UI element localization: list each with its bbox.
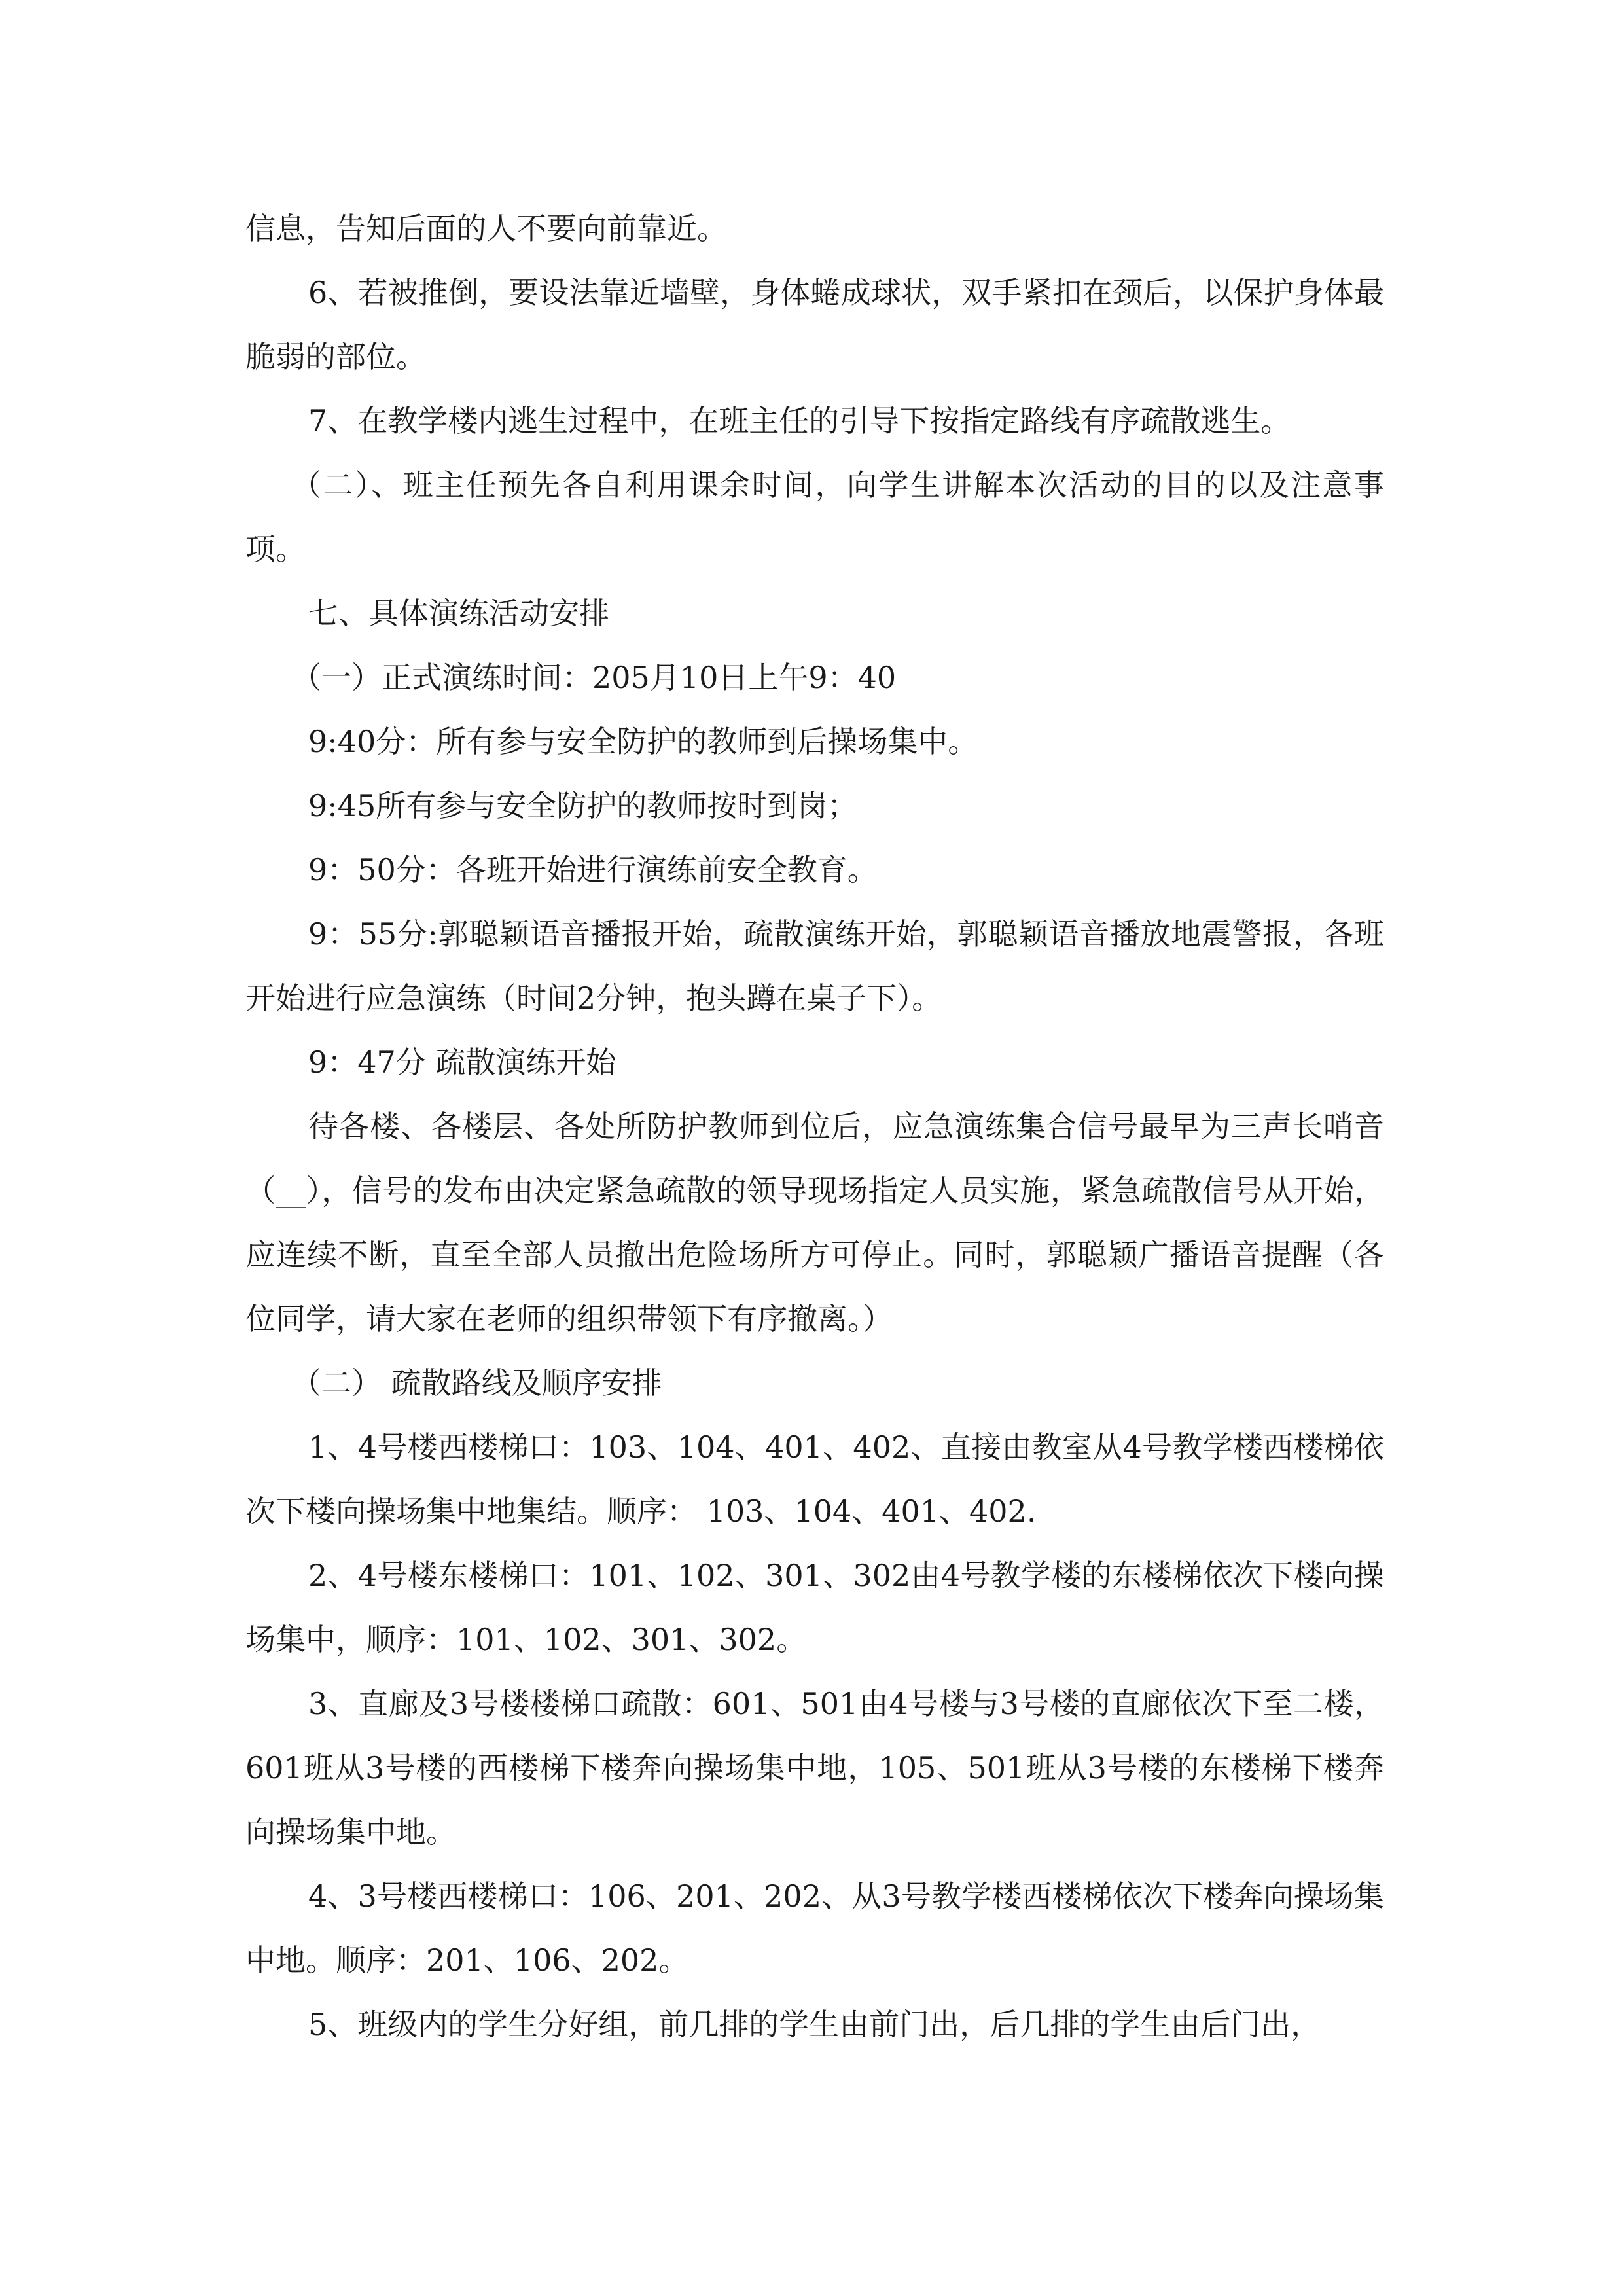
paragraph-item-6: 6、若被推倒，要设法靠近墙壁，身体蜷成球状，双手紧扣在颈后，以保护身体最脆弱的部位。 — [245, 275, 1384, 374]
subheading-evacuation-routes: （二） 疏散路线及顺序安排 — [291, 1365, 662, 1401]
schedule-item-947: 9：47分 疏散演练开始 — [308, 1045, 616, 1080]
route-item-1: 1、4号楼西楼梯口：103、104、401、402、直接由教室从4号教学楼西楼梯依次下楼向操场集中地集结。顺序： 103、104、401、402. — [245, 1429, 1384, 1529]
route-item-4: 4、3号楼西楼梯口：106、201、202、从3号教学楼西楼梯依次下楼奔向操场集中地。顺序：201、106、202。 — [245, 1878, 1384, 1978]
paragraph-continuation: 信息，告知后面的人不要向前靠近。 — [245, 211, 727, 246]
route-item-5: 5、班级内的学生分好组，前几排的学生由前门出，后几排的学生由后门出， — [308, 2007, 1321, 2042]
paragraph-item-7: 7、在教学楼内逃生过程中，在班主任的引导下按指定路线有序疏散逃生。 — [308, 403, 1291, 439]
schedule-item-945: 9:45所有参与安全防护的教师按时到岗； — [308, 788, 858, 823]
route-item-3: 3、直廊及3号楼楼梯口疏散：601、501由4号楼与3号楼的直廊依次下至二楼，601班从3号楼的西楼梯下楼奔向操场集中地，105、501班从3号楼的东楼梯下楼奔向操场集中地。 — [245, 1686, 1384, 1850]
document-body — [245, 196, 1384, 2056]
schedule-item-950: 9：50分：各班开始进行演练前安全教育。 — [308, 852, 878, 888]
section-heading-7: 七、具体演练活动安排 — [308, 596, 609, 631]
paragraph-drill-time: （一）正式演练时间：205月10日上午9：40 — [291, 660, 897, 695]
schedule-item-955: 9：55分:郭聪颖语音播报开始，疏散演练开始，郭聪颖语音播放地震警报，各班开始进行应急演练（时间2分钟，抱头蹲在桌子下）。 — [245, 916, 1384, 1016]
route-item-2: 2、4号楼东楼梯口：101、102、301、302由4号教学楼的东楼梯依次下楼向操场集中，顺序：101、102、301、302。 — [245, 1558, 1384, 1657]
paragraph-signal: 待各楼、各楼层、各处所防护教师到位后，应急演练集合信号最早为三声长哨音（__），信号的发布由决定紧急疏散的领导现场指定人员实施，紧急疏散信号从开始，应连续不断，直至全部人员撤出危险场所方可停止。同时，郭聪颖广播语音提醒（各位同学，请大家在老师的组织带领下有序撤离。） — [245, 1109, 1384, 1336]
paragraph-section-2: （二）、班主任预先各自利用课余时间，向学生讲解本次活动的目的以及注意事项。 — [245, 467, 1384, 567]
schedule-item-940: 9:40分：所有参与安全防护的教师到后操场集中。 — [308, 724, 978, 759]
